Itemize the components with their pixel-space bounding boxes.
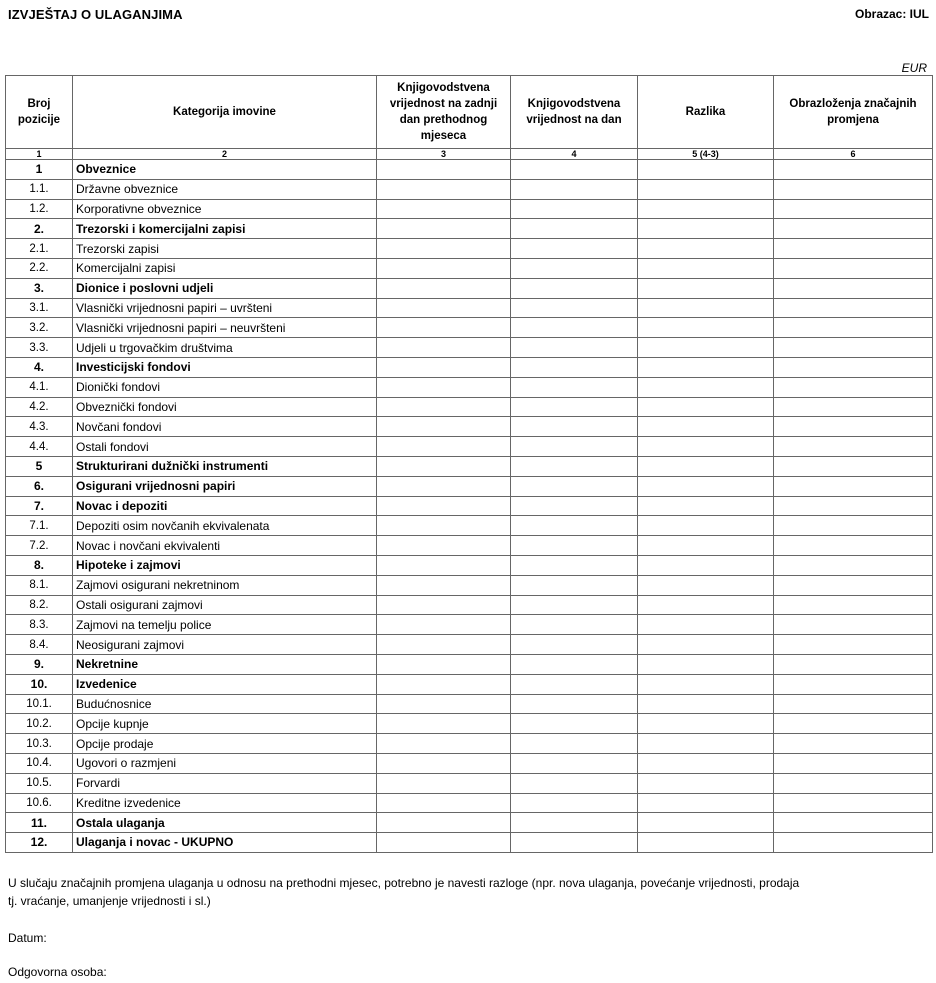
category-label: Dionički fondovi: [73, 377, 377, 397]
position-number: 10.3.: [6, 734, 73, 754]
explanation-cell[interactable]: [774, 417, 933, 437]
explanation-cell[interactable]: [774, 377, 933, 397]
difference-cell[interactable]: [638, 160, 774, 180]
table-row: [6, 714, 933, 734]
explanation-cell[interactable]: [774, 674, 933, 694]
table-row: [6, 496, 933, 516]
value-current-cell[interactable]: [511, 694, 638, 714]
value-current-cell[interactable]: [511, 357, 638, 377]
position-number: 11.: [6, 813, 73, 833]
difference-cell[interactable]: [638, 179, 774, 199]
column-header-value-previous: Knjigovodstvena vrijednost na zadnji dan prethodnog mjeseca: [377, 76, 511, 149]
category-label: Komercijalni zapisi: [73, 258, 377, 278]
value-current-cell[interactable]: [511, 635, 638, 655]
position-number: 4.3.: [6, 417, 73, 437]
value-current-cell[interactable]: [511, 437, 638, 457]
value-previous-cell[interactable]: [377, 219, 511, 239]
explanation-cell[interactable]: [774, 258, 933, 278]
table-row: [6, 278, 933, 298]
category-label: Novac i depoziti: [73, 496, 377, 516]
value-current-cell[interactable]: [511, 298, 638, 318]
value-current-cell[interactable]: [511, 377, 638, 397]
difference-cell[interactable]: [638, 773, 774, 793]
category-label: Novčani fondovi: [73, 417, 377, 437]
explanation-note: U slučaju značajnih promjena ulaganja u odnosu na prethodni mjesec, potrebno je navesti razloge (npr. nova ulaganja, povećanje vrijednosti, prodaja tj. vraćanje, umanjenje vrijednosti i sl.): [8, 876, 800, 908]
value-previous-cell[interactable]: [377, 635, 511, 655]
table-row: [6, 338, 933, 358]
category-label: Zajmovi osigurani nekretninom: [73, 575, 377, 595]
position-number: 10.2.: [6, 714, 73, 734]
category-label: Hipoteke i zajmovi: [73, 555, 377, 575]
difference-cell[interactable]: [638, 476, 774, 496]
value-current-cell[interactable]: [511, 239, 638, 259]
category-label: Ostali fondovi: [73, 437, 377, 457]
difference-cell[interactable]: [638, 258, 774, 278]
table-header-row: [6, 76, 933, 149]
column-number-row: [6, 149, 933, 160]
value-current-cell[interactable]: [511, 318, 638, 338]
difference-cell[interactable]: [638, 318, 774, 338]
position-number: 2.2.: [6, 258, 73, 278]
position-number: 4.1.: [6, 377, 73, 397]
explanation-cell[interactable]: [774, 813, 933, 833]
difference-cell[interactable]: [638, 239, 774, 259]
explanation-cell[interactable]: [774, 694, 933, 714]
investment-table: [5, 75, 933, 853]
position-number: 9.: [6, 654, 73, 674]
value-current-cell[interactable]: [511, 258, 638, 278]
value-previous-cell[interactable]: [377, 357, 511, 377]
value-previous-cell[interactable]: [377, 615, 511, 635]
table-row: [6, 833, 933, 853]
value-current-cell[interactable]: [511, 555, 638, 575]
value-previous-cell[interactable]: [377, 674, 511, 694]
table-row: [6, 219, 933, 239]
position-number: 4.4.: [6, 437, 73, 457]
value-previous-cell[interactable]: [377, 417, 511, 437]
difference-cell[interactable]: [638, 278, 774, 298]
value-current-cell[interactable]: [511, 615, 638, 635]
value-current-cell[interactable]: [511, 575, 638, 595]
position-number: 10.4.: [6, 753, 73, 773]
category-label: Opcije kupnje: [73, 714, 377, 734]
position-number: 2.: [6, 219, 73, 239]
difference-cell[interactable]: [638, 575, 774, 595]
value-current-cell[interactable]: [511, 674, 638, 694]
table-row: [6, 753, 933, 773]
table-row: [6, 258, 933, 278]
difference-cell[interactable]: [638, 219, 774, 239]
position-number: 3.2.: [6, 318, 73, 338]
table-row: [6, 476, 933, 496]
table-row: [6, 199, 933, 219]
explanation-cell[interactable]: [774, 278, 933, 298]
position-number: 10.5.: [6, 773, 73, 793]
category-label: Trezorski zapisi: [73, 239, 377, 259]
table-row: [6, 813, 933, 833]
value-current-cell[interactable]: [511, 199, 638, 219]
value-previous-cell[interactable]: [377, 714, 511, 734]
explanation-cell[interactable]: [774, 615, 933, 635]
explanation-cell[interactable]: [774, 773, 933, 793]
table-row: [6, 357, 933, 377]
category-label: Dionice i poslovni udjeli: [73, 278, 377, 298]
difference-cell[interactable]: [638, 516, 774, 536]
difference-cell[interactable]: [638, 813, 774, 833]
category-label: Trezorski i komercijalni zapisi: [73, 219, 377, 239]
difference-cell[interactable]: [638, 734, 774, 754]
category-label: Budućnosnice: [73, 694, 377, 714]
position-number: 8.3.: [6, 615, 73, 635]
value-current-cell[interactable]: [511, 179, 638, 199]
category-label: Neosigurani zajmovi: [73, 635, 377, 655]
column-header-value-current: Knjigovodstvena vrijednost na dan: [511, 76, 638, 149]
value-previous-cell[interactable]: [377, 654, 511, 674]
difference-cell[interactable]: [638, 536, 774, 556]
difference-cell[interactable]: [638, 753, 774, 773]
difference-cell[interactable]: [638, 674, 774, 694]
value-previous-cell[interactable]: [377, 813, 511, 833]
value-previous-cell[interactable]: [377, 496, 511, 516]
explanation-cell[interactable]: [774, 318, 933, 338]
explanation-cell[interactable]: [774, 536, 933, 556]
difference-cell[interactable]: [638, 635, 774, 655]
value-current-cell[interactable]: [511, 160, 638, 180]
value-previous-cell[interactable]: [377, 773, 511, 793]
category-label: Investicijski fondovi: [73, 357, 377, 377]
category-label: Depoziti osim novčanih ekvivalenata: [73, 516, 377, 536]
position-number: 1.1.: [6, 179, 73, 199]
difference-cell[interactable]: [638, 456, 774, 476]
position-number: 4.: [6, 357, 73, 377]
explanation-cell[interactable]: [774, 793, 933, 813]
value-previous-cell[interactable]: [377, 575, 511, 595]
explanation-cell[interactable]: [774, 199, 933, 219]
table-row: [6, 298, 933, 318]
value-previous-cell[interactable]: [377, 278, 511, 298]
category-label: Vlasnički vrijednosni papiri – uvršteni: [73, 298, 377, 318]
category-label: Ugovori o razmjeni: [73, 753, 377, 773]
explanation-cell[interactable]: [774, 160, 933, 180]
value-previous-cell[interactable]: [377, 239, 511, 259]
value-current-cell[interactable]: [511, 714, 638, 734]
explanation-cell[interactable]: [774, 456, 933, 476]
value-previous-cell[interactable]: [377, 199, 511, 219]
table-row: [6, 536, 933, 556]
value-previous-cell[interactable]: [377, 833, 511, 853]
position-number: 8.1.: [6, 575, 73, 595]
value-current-cell[interactable]: [511, 734, 638, 754]
value-current-cell[interactable]: [511, 219, 638, 239]
value-previous-cell[interactable]: [377, 595, 511, 615]
value-previous-cell[interactable]: [377, 160, 511, 180]
position-number: 1: [6, 160, 73, 180]
category-label: Ostali osigurani zajmovi: [73, 595, 377, 615]
table-row: [6, 734, 933, 754]
value-previous-cell[interactable]: [377, 377, 511, 397]
explanation-cell[interactable]: [774, 338, 933, 358]
value-previous-cell[interactable]: [377, 258, 511, 278]
explanation-cell[interactable]: [774, 239, 933, 259]
category-label: Novac i novčani ekvivalenti: [73, 536, 377, 556]
value-previous-cell[interactable]: [377, 179, 511, 199]
table-row: [6, 635, 933, 655]
position-number: 7.1.: [6, 516, 73, 536]
column-number: 1: [6, 149, 73, 160]
explanation-cell[interactable]: [774, 516, 933, 536]
category-label: Obveznički fondovi: [73, 397, 377, 417]
value-current-cell[interactable]: [511, 773, 638, 793]
category-label: Zajmovi na temelju police: [73, 615, 377, 635]
explanation-cell[interactable]: [774, 437, 933, 457]
value-previous-cell[interactable]: [377, 298, 511, 318]
table-row: [6, 674, 933, 694]
explanation-cell[interactable]: [774, 654, 933, 674]
category-label: Forvardi: [73, 773, 377, 793]
position-number: 6.: [6, 476, 73, 496]
value-current-cell[interactable]: [511, 536, 638, 556]
difference-cell[interactable]: [638, 694, 774, 714]
position-number: 12.: [6, 833, 73, 853]
value-current-cell[interactable]: [511, 496, 638, 516]
value-previous-cell[interactable]: [377, 397, 511, 417]
explanation-cell[interactable]: [774, 595, 933, 615]
position-number: 3.: [6, 278, 73, 298]
difference-cell[interactable]: [638, 199, 774, 219]
difference-cell[interactable]: [638, 654, 774, 674]
position-number: 10.6.: [6, 793, 73, 813]
value-previous-cell[interactable]: [377, 536, 511, 556]
position-number: 8.2.: [6, 595, 73, 615]
position-number: 10.1.: [6, 694, 73, 714]
value-current-cell[interactable]: [511, 793, 638, 813]
value-previous-cell[interactable]: [377, 516, 511, 536]
column-header-position: Broj pozicije: [6, 76, 73, 149]
table-body: [6, 160, 933, 853]
table-row: [6, 654, 933, 674]
explanation-cell[interactable]: [774, 734, 933, 754]
value-previous-cell[interactable]: [377, 793, 511, 813]
explanation-cell[interactable]: [774, 555, 933, 575]
explanation-cell[interactable]: [774, 357, 933, 377]
column-header-category: Kategorija imovine: [73, 76, 377, 149]
explanation-cell[interactable]: [774, 833, 933, 853]
table-row: [6, 456, 933, 476]
position-number: 10.: [6, 674, 73, 694]
value-previous-cell[interactable]: [377, 456, 511, 476]
value-current-cell[interactable]: [511, 417, 638, 437]
category-label: Vlasnički vrijednosni papiri – neuvršteni: [73, 318, 377, 338]
category-label: Opcije prodaje: [73, 734, 377, 754]
position-number: 8.: [6, 555, 73, 575]
position-number: 7.2.: [6, 536, 73, 556]
explanation-cell[interactable]: [774, 635, 933, 655]
explanation-cell[interactable]: [774, 575, 933, 595]
explanation-cell[interactable]: [774, 476, 933, 496]
table-row: [6, 377, 933, 397]
value-current-cell[interactable]: [511, 595, 638, 615]
difference-cell[interactable]: [638, 417, 774, 437]
category-label: Nekretnine: [73, 654, 377, 674]
position-number: 1.2.: [6, 199, 73, 219]
position-number: 3.3.: [6, 338, 73, 358]
difference-cell[interactable]: [638, 833, 774, 853]
column-number: 5 (4-3): [638, 149, 774, 160]
table-row: [6, 160, 933, 180]
column-number: 6: [774, 149, 933, 160]
category-label: Državne obveznice: [73, 179, 377, 199]
category-label: Ulaganja i novac - UKUPNO: [73, 833, 377, 853]
category-label: Udjeli u trgovačkim društvima: [73, 338, 377, 358]
value-previous-cell[interactable]: [377, 338, 511, 358]
column-header-explanations: Obrazloženja značajnih promjena: [774, 76, 933, 149]
category-label: Korporativne obveznice: [73, 199, 377, 219]
difference-cell[interactable]: [638, 615, 774, 635]
position-number: 4.2.: [6, 397, 73, 417]
category-label: Kreditne izvedenice: [73, 793, 377, 813]
value-previous-cell[interactable]: [377, 555, 511, 575]
form-code: Obrazac: IUL: [854, 7, 929, 21]
table-row: [6, 793, 933, 813]
explanation-cell[interactable]: [774, 179, 933, 199]
report-title: IZVJEŠTAJ O ULAGANJIMA: [8, 7, 183, 22]
table-row: [6, 417, 933, 437]
position-number: 8.4.: [6, 635, 73, 655]
date-label: Datum:: [8, 931, 47, 945]
explanation-cell[interactable]: [774, 496, 933, 516]
value-current-cell[interactable]: [511, 338, 638, 358]
category-label: Osigurani vrijednosni papiri: [73, 476, 377, 496]
table-row: [6, 773, 933, 793]
difference-cell[interactable]: [638, 437, 774, 457]
category-label: Strukturirani dužnički instrumenti: [73, 456, 377, 476]
difference-cell[interactable]: [638, 793, 774, 813]
explanation-cell[interactable]: [774, 219, 933, 239]
value-current-cell[interactable]: [511, 813, 638, 833]
value-current-cell[interactable]: [511, 278, 638, 298]
column-number: 2: [73, 149, 377, 160]
explanation-cell[interactable]: [774, 298, 933, 318]
difference-cell[interactable]: [638, 496, 774, 516]
responsible-person-label: Odgovorna osoba:: [8, 965, 107, 979]
difference-cell[interactable]: [638, 357, 774, 377]
position-number: 7.: [6, 496, 73, 516]
table-row: [6, 318, 933, 338]
value-previous-cell[interactable]: [377, 437, 511, 457]
table-row: [6, 595, 933, 615]
value-current-cell[interactable]: [511, 456, 638, 476]
value-previous-cell[interactable]: [377, 694, 511, 714]
difference-cell[interactable]: [638, 595, 774, 615]
column-number: 3: [377, 149, 511, 160]
category-label: Ostala ulaganja: [73, 813, 377, 833]
position-number: 2.1.: [6, 239, 73, 259]
position-number: 5: [6, 456, 73, 476]
explanation-cell[interactable]: [774, 397, 933, 417]
category-label: Obveznice: [73, 160, 377, 180]
position-number: 3.1.: [6, 298, 73, 318]
value-previous-cell[interactable]: [377, 734, 511, 754]
value-previous-cell[interactable]: [377, 318, 511, 338]
table-row: [6, 575, 933, 595]
table-row: [6, 437, 933, 457]
table-row: [6, 555, 933, 575]
column-header-difference: Razlika: [638, 76, 774, 149]
explanation-cell[interactable]: [774, 714, 933, 734]
value-previous-cell[interactable]: [377, 476, 511, 496]
column-number: 4: [511, 149, 638, 160]
table-row: [6, 615, 933, 635]
difference-cell[interactable]: [638, 714, 774, 734]
difference-cell[interactable]: [638, 555, 774, 575]
category-label: Izvedenice: [73, 674, 377, 694]
value-current-cell[interactable]: [511, 654, 638, 674]
currency-label: EUR: [901, 61, 927, 75]
value-previous-cell[interactable]: [377, 753, 511, 773]
value-current-cell[interactable]: [511, 516, 638, 536]
table-row: [6, 694, 933, 714]
difference-cell[interactable]: [638, 298, 774, 318]
value-current-cell[interactable]: [511, 476, 638, 496]
table-row: [6, 239, 933, 259]
value-current-cell[interactable]: [511, 753, 638, 773]
table-row: [6, 397, 933, 417]
explanation-cell[interactable]: [774, 753, 933, 773]
table-row: [6, 179, 933, 199]
difference-cell[interactable]: [638, 338, 774, 358]
value-current-cell[interactable]: [511, 397, 638, 417]
difference-cell[interactable]: [638, 397, 774, 417]
value-current-cell[interactable]: [511, 833, 638, 853]
difference-cell[interactable]: [638, 377, 774, 397]
table-row: [6, 516, 933, 536]
